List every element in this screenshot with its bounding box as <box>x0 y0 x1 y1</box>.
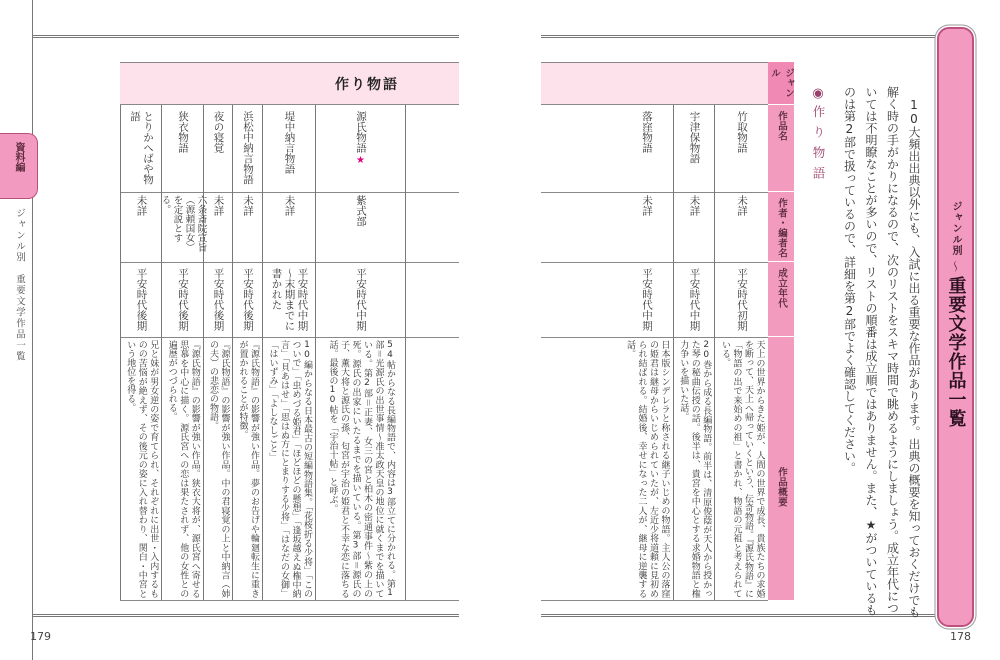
table-cell-summary <box>714 337 768 600</box>
cell-title-text: 堤中納言物語 <box>283 111 296 174</box>
page-number-right: 178 <box>950 630 971 643</box>
table-cell-author <box>714 192 768 262</box>
cell-summary-text: 『源氏物語』の影響が強い作品。中の君寝覚の上と中納言（姉の夫）の悲恋の物語。 <box>208 340 230 598</box>
cell-author-text: 紫式部 <box>355 195 367 227</box>
table-cell-title <box>262 105 315 192</box>
intro-text: 10大頻出出典以外にも、入試に出る重要な作品があります。出典の概要を知っておくだけでも解く時の手がかりになるので、次のリストをスキマ時間で眺めるようにしましょう。成立年代については不明瞭なことが多いので、リストの順番は成立順ではありません。また、★がついているものは第2部で扱っているので、詳細を第2部でよく確認してください。 <box>842 86 921 618</box>
cell-title-text: 宇津保物語 <box>688 111 701 164</box>
table-cell-summary <box>673 337 714 600</box>
table-cell-title <box>315 105 405 192</box>
table-cell-title <box>120 105 161 192</box>
cell-summary-text: 日本版シンデレラと称される継子いじめの物語。主人公の落窪の姫君は継母からいじめられていたが、左近少将道頼に見初められ結ばれる。結婚後、幸せになった二人が、継母に逆襲する話。 <box>625 340 670 598</box>
section-heading-label: 作り物語 <box>811 105 826 187</box>
table-cell-title <box>714 105 768 192</box>
right-page-rule <box>975 110 976 616</box>
table-cell-author <box>262 192 315 262</box>
cell-date-text: 平安時代後期 <box>135 268 148 331</box>
table-rule <box>120 600 459 601</box>
table-cell-summary <box>120 337 161 600</box>
cell-date-text: 平安時代後期 <box>177 268 189 331</box>
header-author-label: 作者・編者名 <box>776 198 787 258</box>
cell-summary-text: 54帖からなる長編物語で、内容は3部立てに分かれる。第1部＝光源氏の出世事情～准太政天皇の地位に就くまでを描いている。第2部＝正妻、女三の宮と柏木の密通事件～紫の上の死。源氏の出家にいたるまでを描いている。第3部＝源氏の子、薫大将と源氏の孫、匂宮が宇治の姫君と不幸な恋に落ちる話。最後の10帖を「宇治十帖」と呼ぶ。 <box>327 340 395 598</box>
left-frame-bottom <box>32 614 459 617</box>
cell-author-text: 未詳 <box>242 195 254 216</box>
cell-date-text: 平安時代中期～末期までに書かれた <box>270 268 309 331</box>
cell-author-text: 未詳 <box>135 195 148 216</box>
cell-author-text: 未詳 <box>212 195 225 216</box>
cell-summary-text: 20巻から成る長編物語。前半は、清原俊蔭が天人から授かった琴の秘曲伝授の話。後半は、貴宮を中心とする求婚物語と権力争いを描いた話。 <box>678 340 712 598</box>
cell-title-text: 夜の寝覚 <box>212 111 225 153</box>
table-cell-title <box>673 105 714 192</box>
cell-title-text: 竹取物語 <box>736 111 748 153</box>
table-cell-date <box>714 262 768 337</box>
cell-title-text: 浜松中納言物語 <box>242 111 254 185</box>
sidebar-title-box <box>937 27 974 627</box>
table-cell-summary <box>620 337 673 600</box>
table-cell-date <box>262 262 315 337</box>
cell-date-text: 平安時代後期 <box>242 268 254 331</box>
table-cell-summary <box>161 337 203 600</box>
cell-date-text: 平安時代後期 <box>212 268 225 331</box>
cell-title-text: 狭衣物語 <box>177 111 189 153</box>
cell-summary-text: 10編からなる日本最古の短編物語集。「花桜折る少将」「このついで」「虫めづる姫君」「ほどほどの懸想」「逢坂越えぬ権中納言」「貝あはせ」「思はぬ方にとまりする少将」「はなだの女御」「はいずみ」「よしなしごと」 <box>267 340 312 598</box>
table-cell-summary <box>262 337 315 600</box>
header-genre <box>768 62 794 105</box>
cell-title-text: とりかへばや物語 <box>129 111 154 185</box>
header-date-label: 成立年代 <box>776 268 787 308</box>
left-page-rule <box>32 0 33 660</box>
genre-band-label: 作り物語 <box>335 76 399 93</box>
section-heading <box>808 86 828 187</box>
sidebar-wave: 〜 <box>948 260 962 272</box>
cell-summary-text: 天上の世界からきた姫が、人間の世界で成長、貴族たちの求婚を断って、天上へ帰っていくという、伝奇物語。『源氏物語』に「物語の出で来始めの祖」と書かれ、物語の元祖と考えられている。 <box>720 340 765 598</box>
table-cell-date <box>620 262 673 337</box>
table-cell-author <box>203 192 232 262</box>
cell-date-text: 平安時代中期 <box>355 268 367 331</box>
table-cell-author <box>620 192 673 262</box>
table-cell-date <box>673 262 714 337</box>
genre-band <box>120 62 459 105</box>
left-frame-top <box>32 35 459 38</box>
cell-summary-text: 『源氏物語』の影響が強い作品。狭衣大将が、源氏宮へ寄せる思慕を中心に描く。源氏宮への恋は果たされず、他の女性との遍歴がつづられる。 <box>166 340 200 598</box>
header-title-label: 作品名 <box>776 111 787 141</box>
cell-author-text: 未詳 <box>736 195 748 216</box>
header-date <box>768 262 794 337</box>
header-title <box>768 105 794 192</box>
table-cell-date <box>315 262 405 337</box>
header-summary-label: 作品概要 <box>776 467 787 507</box>
table-cell-date <box>232 262 262 337</box>
table-cell-title <box>203 105 232 192</box>
cell-date-text: 平安時代中期 <box>688 268 701 331</box>
table-cell-author <box>232 192 262 262</box>
header-genre-label: ジャンル <box>769 68 794 98</box>
cell-author-text: 六条斎院宣旨（源頼国女）を定説とする。 <box>159 195 207 252</box>
cell-title-text: 落窪物語 <box>641 111 653 153</box>
table-rule <box>405 105 406 600</box>
table-cell-date <box>120 262 161 337</box>
page-number-left: 179 <box>30 630 51 643</box>
table-cell-summary <box>315 337 405 600</box>
cell-title-text: 源氏物語 <box>355 111 367 153</box>
table-cell-author <box>159 192 207 262</box>
table-rule <box>541 600 768 601</box>
table-cell-author <box>315 192 405 262</box>
right-frame-top <box>541 35 939 38</box>
header-author <box>768 192 794 262</box>
section-tab-label: 資料編 <box>13 142 24 172</box>
table-cell-author <box>673 192 714 262</box>
genre-band-right <box>541 62 768 105</box>
cell-author-text: 未詳 <box>283 195 296 216</box>
star-icon: ★ <box>355 155 366 166</box>
table-cell-title <box>161 105 203 192</box>
section-bullet-icon: ◉ <box>812 86 824 101</box>
table-cell-date <box>161 262 203 337</box>
table-cell-title <box>620 105 673 192</box>
cell-date-text: 平安時代初期 <box>736 268 748 331</box>
cell-date-text: 平安時代中期 <box>641 268 653 331</box>
header-summary <box>768 337 794 600</box>
table-cell-date <box>203 262 232 337</box>
sidebar-title: 重要文学作品一覧 <box>945 276 967 428</box>
cell-summary-text: 兄と妹が男女逆の姿で育てられ、それぞれに出世・入内するものの苦悩が絶えず、その後元の姿に入れ替わり、関白・中宮という地位を得る。 <box>125 340 159 598</box>
table-cell-summary <box>203 337 232 600</box>
table-cell-author <box>120 192 161 262</box>
cell-author-text: 未詳 <box>688 195 701 216</box>
running-title: ジャンル別 重要文学作品一覧 <box>14 208 25 362</box>
cell-author-text: 未詳 <box>641 195 653 216</box>
cell-summary-text: 『源氏物語』の影響が強い作品。夢のお告げや輪廻転生に重きが置かれることが特徴。 <box>237 340 259 598</box>
sidebar-subtitle: ジャンル別 <box>950 201 961 256</box>
table-cell-title <box>232 105 262 192</box>
section-tab <box>0 133 38 199</box>
table-cell-summary <box>232 337 262 600</box>
